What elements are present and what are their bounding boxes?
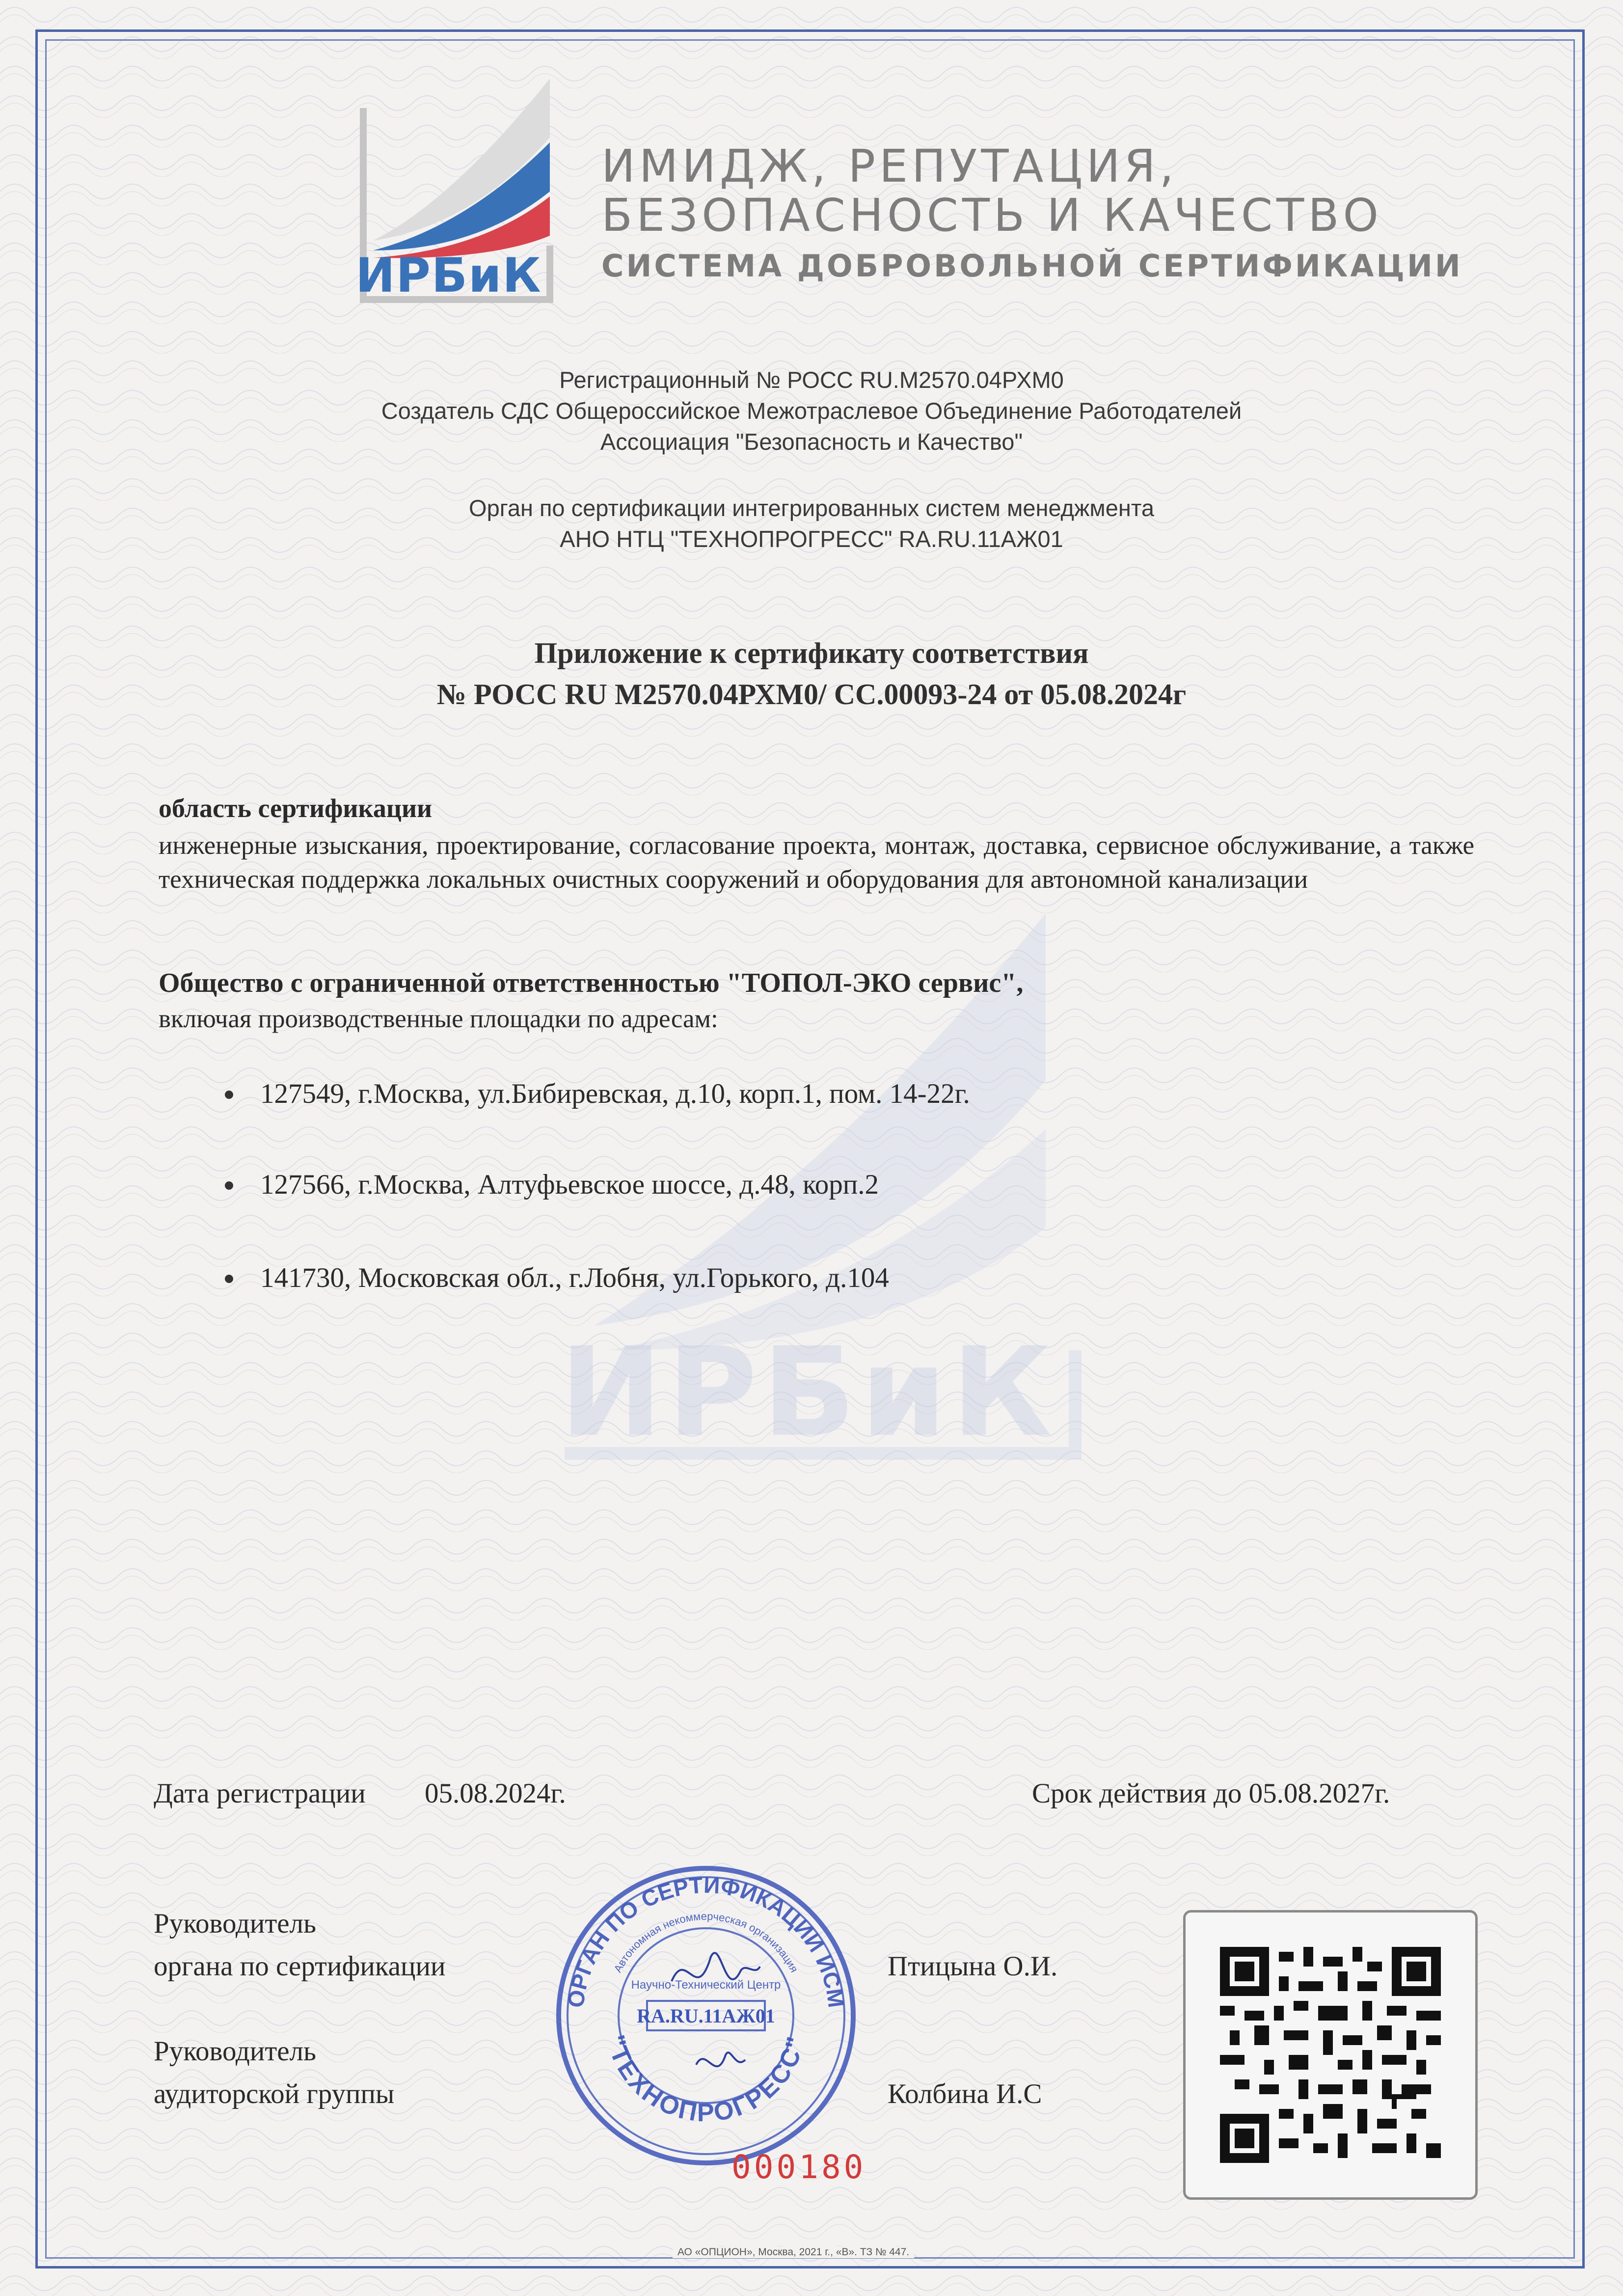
stamp-inner-text: Автономная некоммерческая организация — [611, 1910, 801, 1975]
scope-text: инженерные изыскания, проектирование, согласование проекта, монтаж, доставка, сервисное обслуживание, а также техническая поддержка локальных очистных сооружений и оборудования для автономной канализации — [159, 831, 1474, 894]
registration-number: Регистрационный № РОСС RU.M2570.04РХМ0 — [559, 367, 1064, 393]
bullet-icon — [225, 1181, 233, 1190]
header-line-3: СИСТЕМА ДОБРОВОЛЬНОЙ СЕРТИФИКАЦИИ — [601, 248, 1463, 284]
address-item — [260, 1078, 970, 1110]
organ-code: АНО НТЦ "ТЕХНОПРОГРЕСС" RA.RU.11АЖ01 — [560, 526, 1063, 552]
stamp-center-text: RA.RU.11АЖ01 — [637, 2005, 775, 2027]
address-item — [260, 1262, 889, 1294]
company-name: Общество с ограниченной ответственностью "ТОПОЛ-ЭКО сервис", — [159, 968, 1024, 998]
stamp-outer-text: ОРГАН ПО СЕРТИФИКАЦИИ ИСМ — [563, 1872, 849, 2009]
stamp-bottom-text: "ТЕХНОПРОГРЕСС" — [600, 2032, 812, 2128]
address-item — [260, 1169, 879, 1201]
header-line-2: БЕЗОПАСНОСТЬ И КАЧЕСТВО — [601, 189, 1382, 242]
qr-code-icon — [1220, 1947, 1441, 2163]
including-sites: включая производственные площадки по адресам: — [159, 1005, 718, 1033]
svg-text:Автономная некоммерческая орга — [611, 1910, 800, 1974]
head-organ-title-2: органа по сертификации — [154, 1951, 446, 1982]
address-text: 141730, Московская обл., г.Лобня, ул.Горького, д.104 — [260, 1262, 889, 1293]
printer-note: АО «ОПЦИОН», Москва, 2021 г., «В». ТЗ № 447. — [673, 2246, 914, 2258]
registration-date: 05.08.2024г. — [425, 1778, 566, 1809]
head-audit-name: Колбина И.С — [888, 2078, 1042, 2109]
logo-wordmark: ИРБиК — [355, 248, 542, 303]
scope-label: область сертификации — [159, 793, 433, 823]
head-organ-title-1: Руководитель — [154, 1908, 317, 1939]
document-title: Приложение к сертификату соответствия — [534, 637, 1089, 669]
registration-creator: Создатель СДС Общероссийское Межотраслевое Объединение Работодателей — [381, 398, 1242, 424]
head-audit-title-1: Руководитель — [154, 2036, 317, 2067]
stamp-mid-text: Научно-Технический Центр — [631, 1978, 781, 1992]
head-audit-title-2: аудиторской группы — [154, 2078, 395, 2109]
registration-block — [0, 364, 1623, 457]
official-stamp-icon — [549, 1859, 863, 2173]
signature-icon — [696, 2052, 745, 2066]
qr-code-frame — [1183, 1910, 1478, 2200]
registration-association: Ассоциация "Безопасность и Качество" — [600, 429, 1023, 455]
bullet-icon — [225, 1091, 233, 1099]
header-line-1: ИМИДЖ, РЕПУТАЦИЯ, — [601, 140, 1178, 192]
organ-block — [0, 492, 1623, 554]
watermark-word: ИРБиК — [560, 1321, 1057, 1464]
address-text: 127566, г.Москва, Алтуфьевское шоссе, д.48, корп.2 — [260, 1169, 879, 1200]
address-text: 127549, г.Москва, ул.Бибиревская, д.10, корп.1, пом. 14-22г. — [260, 1078, 970, 1109]
certificate-number: № РОСС RU M2570.04РХМ0/ СС.00093-24 от 05.08.2024г — [436, 678, 1187, 711]
registration-date-label: Дата регистрации — [154, 1778, 366, 1809]
bullet-icon — [225, 1275, 233, 1283]
valid-until: Срок действия до 05.08.2027г. — [1032, 1778, 1390, 1809]
organ-name: Орган по сертификации интегрированных систем менеджмента — [469, 495, 1154, 521]
head-organ-name: Птицына О.И. — [888, 1951, 1058, 1982]
serial-number: 000180 — [731, 2148, 866, 2186]
signature-icon — [672, 1953, 760, 1981]
svg-text:"ТЕХНОПРОГРЕСС" — [601, 2032, 811, 2127]
